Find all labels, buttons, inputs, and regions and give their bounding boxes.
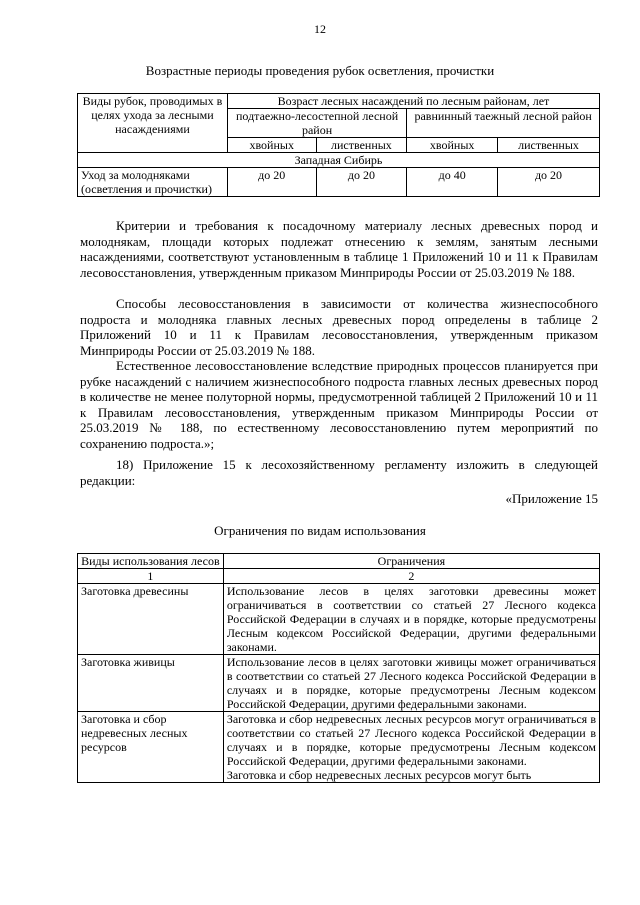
age-cell: до 20 <box>316 168 407 197</box>
restriction-cell: Использование лесов в целях заготовки живицы может ограничиваться в соответствии со статьей 27 Лесного кодекса Российской Федерации в случаях и в порядке, которые предусмотрены Лесным кодексом Российской Федерации, другими федеральными законами. <box>223 655 599 712</box>
table1-title: Возрастные периоды проведения рубок осветления, прочистки <box>145 63 495 78</box>
sub-header: хвойных <box>227 138 316 153</box>
restriction-text: Заготовка и сбор недревесных лесных ресурсов могут ограничиваться в соответствии со статьей 27 Лесного кодекса Российской Федерации в случаях и в порядке, которые предусмотрены Лесным кодексом Российской Федерации, другими федеральными законами. <box>226 712 596 768</box>
sub-header: хвойных <box>407 138 498 153</box>
age-group-header: Возраст лесных насаждений по лесным районам, лет <box>227 94 599 109</box>
column-number: 1 <box>78 569 224 584</box>
page-number: 12 <box>314 22 326 36</box>
restriction-text: Заготовка и сбор недревесных лесных ресурсов могут быть <box>226 768 532 782</box>
column-number: 2 <box>223 569 599 584</box>
use-type-cell: Заготовка живицы <box>78 655 224 712</box>
region-header-2: равнинный таежный лесной район <box>407 109 600 138</box>
age-cell: до 40 <box>407 168 498 197</box>
sub-header: лиственных <box>498 138 600 153</box>
restriction-cell: Использование лесов в целях заготовки древесины может ограничиваться в соответствии со статьей 27 Лесного кодекса Российской Федерации в случаях и в порядке, которые предусмотрены Лесным кодексом Российской Федерации, другими федеральными законами. <box>223 584 599 655</box>
use-type-cell: Заготовка древесины <box>78 584 224 655</box>
restriction-cell <box>223 712 599 783</box>
zone-row: Западная Сибирь <box>78 153 600 168</box>
row-name: Уход за молодняками (осветления и прочистки) <box>78 168 228 197</box>
col-header-felling-types: Виды рубок, проводимых в целях ухода за лесными насаждениями <box>78 94 228 153</box>
restrictions-table <box>77 553 600 783</box>
age-periods-table <box>77 93 600 197</box>
header-use-types: Виды использования лесов <box>78 554 224 569</box>
paragraph: Способы лесовосстановления в зависимости от количества жизнеспособного подроста и молодняка главных лесных древесных пород определены в таблице 2 Приложений 10 и 11 к Правилам лесовосстановления, утвержденным приказом Минприроды России от 25.03.2019 № 188. <box>80 296 598 358</box>
use-type-cell: Заготовка и сбор недревесных лесных ресурсов <box>78 712 224 783</box>
paragraph: Критерии и требования к посадочному материалу лесных древесных пород и молоднякам, площади которых подлежат отнесению к землям, занятым лесными насаждениями, соответствуют установленным в таблице 1 Приложений 10 и 11 к Правилам лесовосстановления, утвержденным приказом Минприроды России от 25.03.2019 № 188. <box>80 218 598 280</box>
age-cell: до 20 <box>498 168 600 197</box>
appendix-label: «Приложение 15 <box>505 491 598 506</box>
paragraph: Естественное лесовосстановление вследствие природных процессов планируется при рубке насаждений с наличием жизнеспособного подроста главных лесных древесных пород в количестве не менее полуторной нормы, предусмотренной таблицей 2 Приложений 10 и 11 к Правилам лесовосстановления, утвержденным приказом Минприроды России от 25.03.2019 № 188, по естественному лесовосстановлению путем мероприятий по сохранению подроста.»; <box>80 358 598 451</box>
paragraph: 18) Приложение 15 к лесохозяйственному регламенту изложить в следующей редакции: <box>80 457 598 488</box>
region-header-1: подтаежно-лесостепной лесной район <box>227 109 406 138</box>
sub-header: лиственных <box>316 138 407 153</box>
age-cell: до 20 <box>227 168 316 197</box>
header-restrictions: Ограничения <box>223 554 599 569</box>
table2-title: Ограничения по видам использования <box>214 523 426 538</box>
